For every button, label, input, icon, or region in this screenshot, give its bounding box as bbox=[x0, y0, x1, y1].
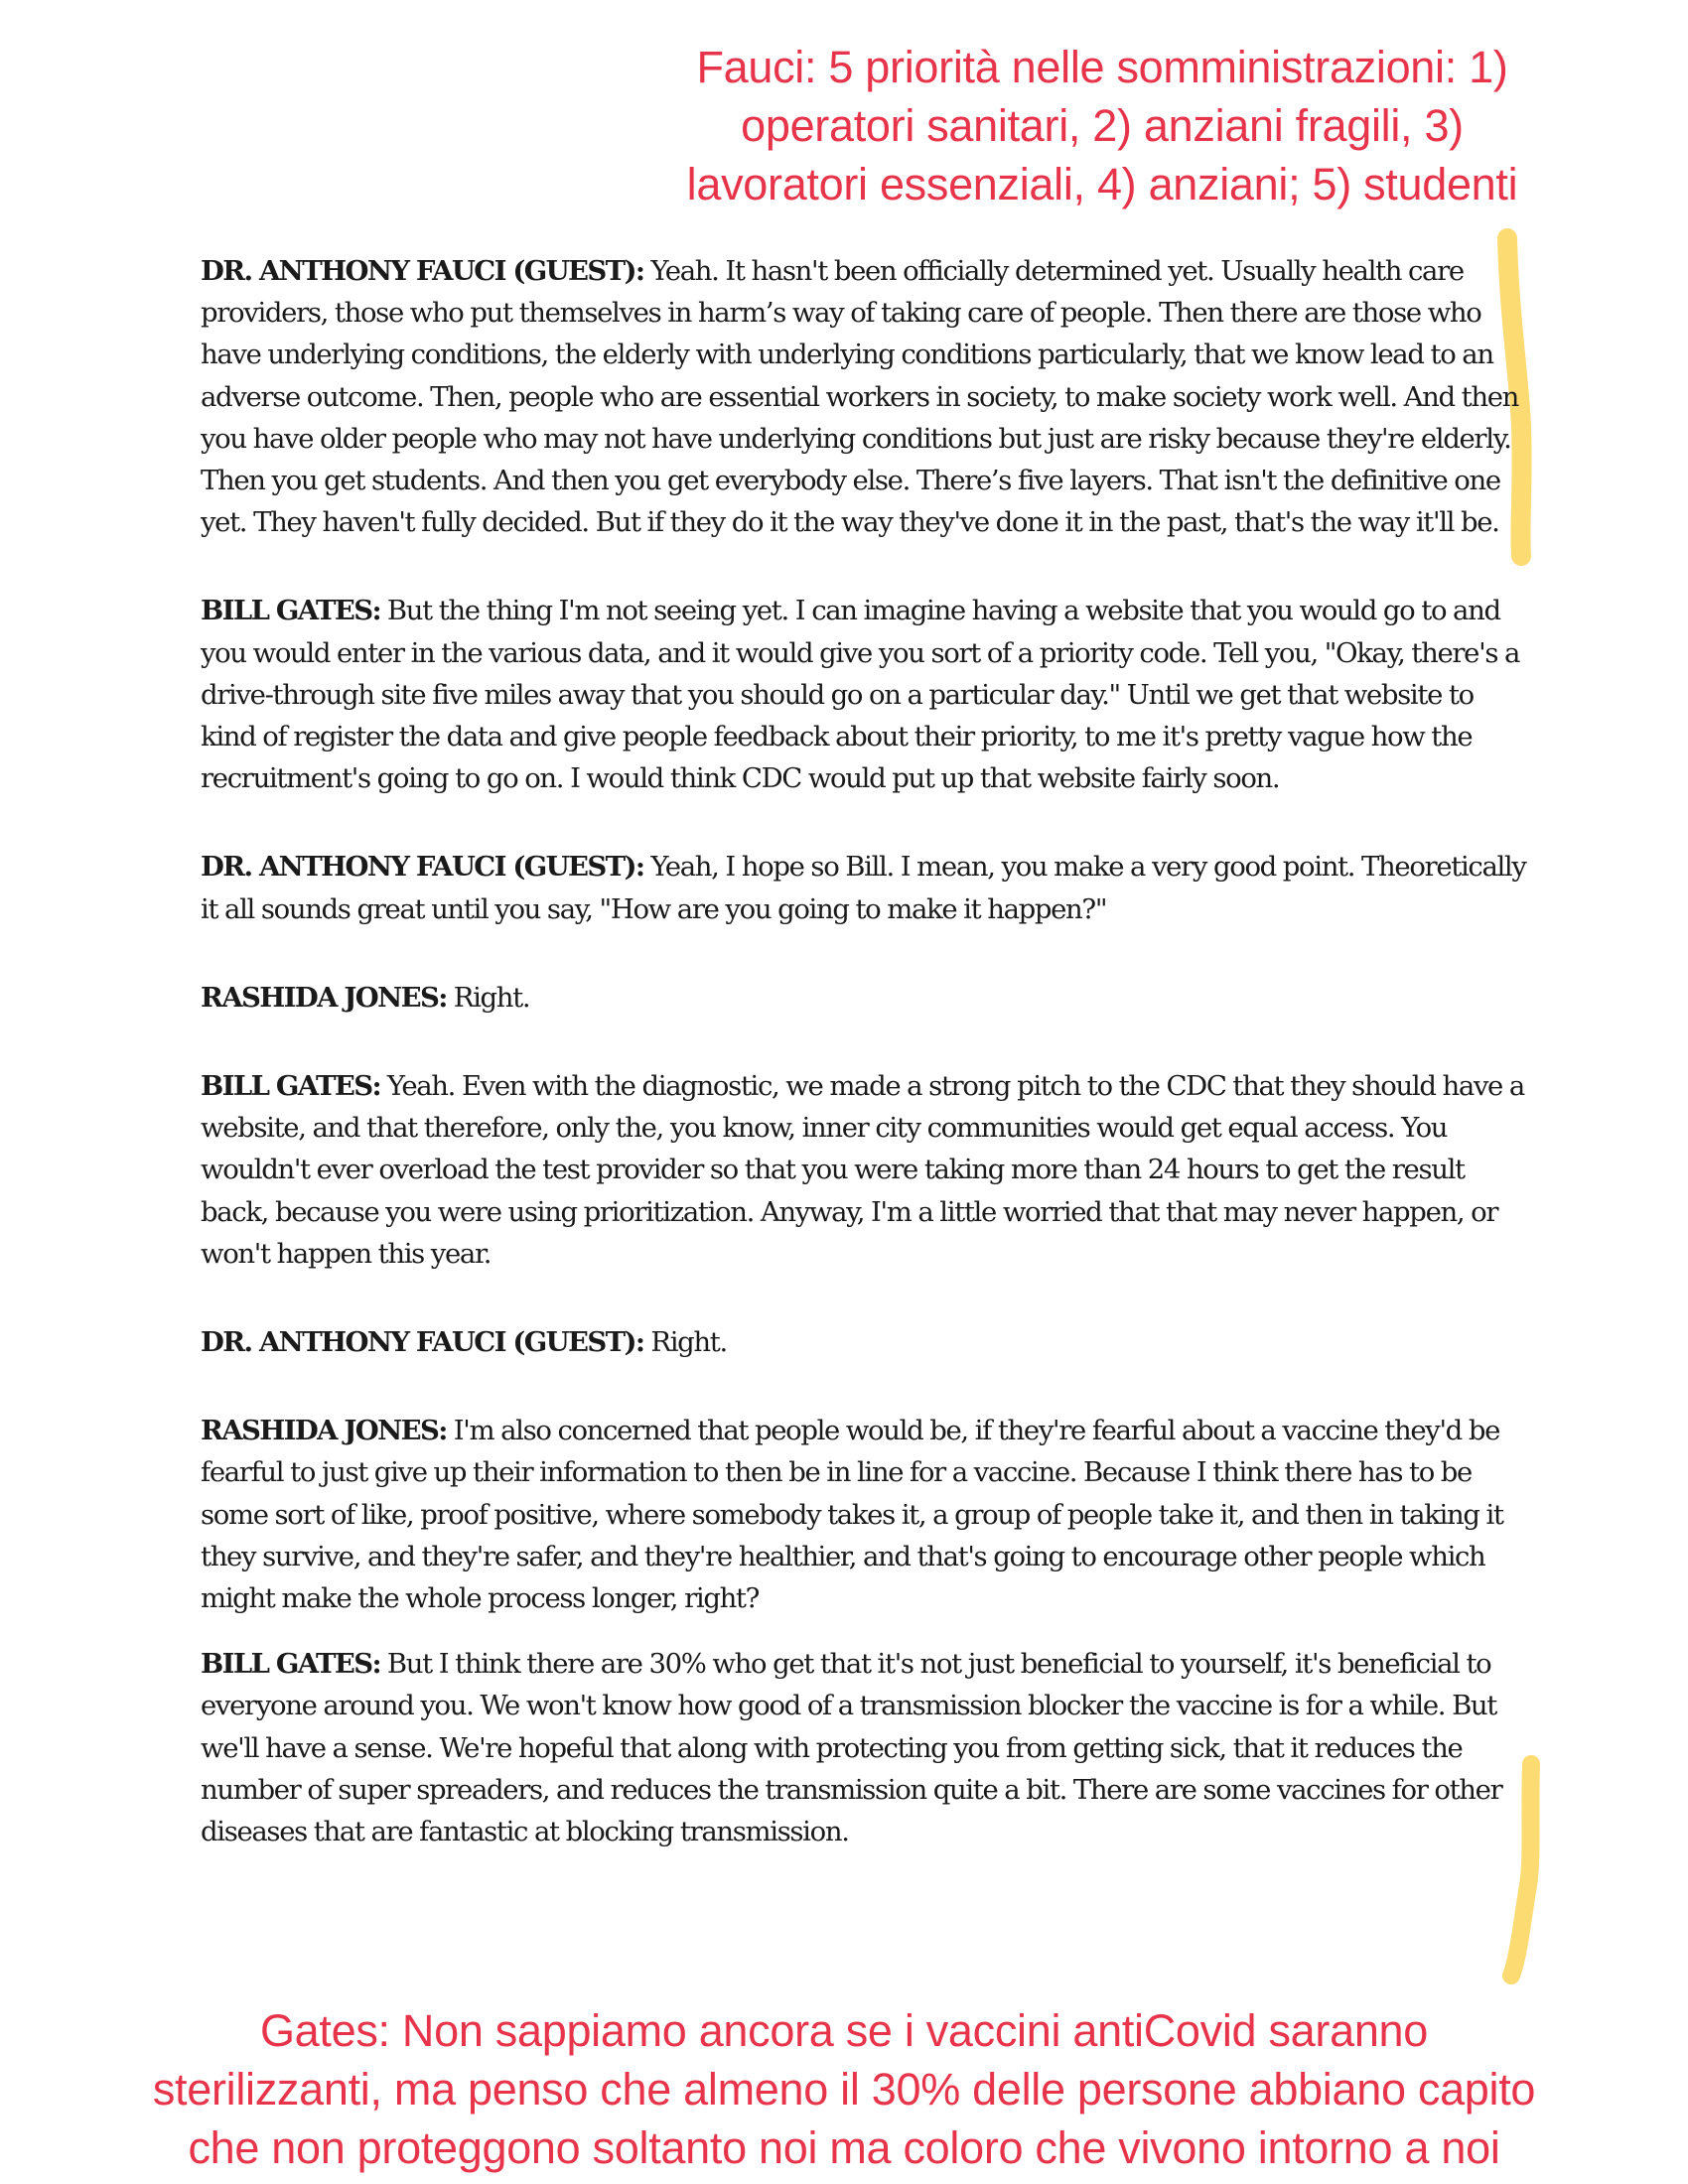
speaker-label: BILL GATES: bbox=[201, 1648, 381, 1681]
turn-text: But I think there are 30% who get that it's not just beneficial to yourself, it's beneficial to everyone around you. We won't know how good of a transmission blocker the vaccine is for a while. But we'll have a sense. We're hopeful that along with protecting you from getting sick, that it reduces the number of super spreaders, and reduces the transmission quite a bit. There are some vaccines for other diseases that are fantastic at blocking transmission. bbox=[201, 1648, 1502, 1848]
top-annotation-line: lavoratori essenziali, 4) anziani; 5) studenti bbox=[686, 159, 1518, 209]
bottom-annotation bbox=[0, 2001, 1688, 2177]
transcript-turn bbox=[201, 250, 1531, 543]
speaker-label: BILL GATES: bbox=[201, 1070, 381, 1103]
transcript-turn bbox=[201, 846, 1531, 929]
turn-text: I'm also concerned that people would be, if they're fearful about a vaccine they'd be fearful to just give up their information to then be in line for a vaccine. Because I think there has to be some sort of like, proof positive, where somebody takes it, a group of people take it, and then in taking it they survive, and they're safer, and they're healthier, and that's going to encourage other people which might make the whole process longer, right? bbox=[201, 1415, 1503, 1615]
speaker-label: DR. ANTHONY FAUCI (GUEST): bbox=[201, 255, 644, 287]
turn-text: Yeah. It hasn't been officially determined yet. Usually health care providers, those who put themselves in harm’s way of taking care of people. Then there are those who have underlying conditions, the elderly with underlying conditions particularly, that we know lead to an adverse outcome. Then, people who are essential workers in society, to make society work well. And then you have older people who may not have underlying conditions but just are risky because they're elderly. Then you get students. And then you get everybody else. There’s five layers. That isn't the definitive one yet. They haven't fully decided. But if they do it the way they've done it in the past, that's the way it'll be. bbox=[201, 255, 1519, 539]
turn-text: Yeah. Even with the diagnostic, we made a strong pitch to the CDC that they should have a website, and that therefore, only the, you know, inner city communities would get equal access. You wouldn't ever overload the test provider so that you were taking more than 24 hours to get the result back, because you were using prioritization. Anyway, I'm a little worried that that may never happen, or won't happen this year. bbox=[201, 1070, 1524, 1270]
speaker-label: DR. ANTHONY FAUCI (GUEST): bbox=[201, 1326, 644, 1359]
top-annotation-line: operatori sanitari, 2) anziani fragili, 3) bbox=[741, 100, 1464, 151]
top-annotation bbox=[616, 38, 1589, 213]
speaker-label: RASHIDA JONES: bbox=[201, 981, 447, 1014]
speaker-label: BILL GATES: bbox=[201, 595, 381, 627]
transcript-turn bbox=[201, 977, 1531, 1019]
bottom-annotation-line: che non proteggono soltanto noi ma coloro che vivono intorno a noi bbox=[188, 2122, 1500, 2173]
bottom-annotation-line: Gates: Non sappiamo ancora se i vaccini antiCovid saranno bbox=[259, 2005, 1429, 2056]
turn-text: But the thing I'm not seeing yet. I can imagine having a website that you would go to and you would enter in the various data, and it would give you sort of a priority code. Tell you, "Okay, there's a drive-through site five miles away that you should go on a particular day." Until we get that website to kind of register the data and give people feedback about their priority, to me it's pretty vague how the recruitment's going to go on. I would think CDC would put up that website fairly soon. bbox=[201, 595, 1520, 795]
speaker-label: DR. ANTHONY FAUCI (GUEST): bbox=[201, 851, 644, 884]
transcript-turn bbox=[201, 1321, 1531, 1363]
top-annotation-line: Fauci: 5 priorità nelle somministrazioni: 1) bbox=[696, 42, 1508, 92]
transcript-turn bbox=[201, 590, 1531, 799]
transcript-turn bbox=[201, 1643, 1531, 1852]
bottom-annotation-line: sterilizzanti, ma penso che almeno il 30% delle persone abbiano capito bbox=[152, 2064, 1536, 2115]
speaker-label: RASHIDA JONES: bbox=[201, 1415, 447, 1447]
transcript-turn bbox=[201, 1410, 1531, 1619]
transcript bbox=[201, 250, 1531, 1852]
turn-text: Right. bbox=[650, 1326, 727, 1359]
turn-text: Yeah, I hope so Bill. I mean, you make a very good point. Theoretically it all sounds great until you say, "How are you going to make it happen?" bbox=[201, 851, 1526, 925]
transcript-turn bbox=[201, 1065, 1531, 1275]
turn-text: Right. bbox=[453, 981, 530, 1014]
